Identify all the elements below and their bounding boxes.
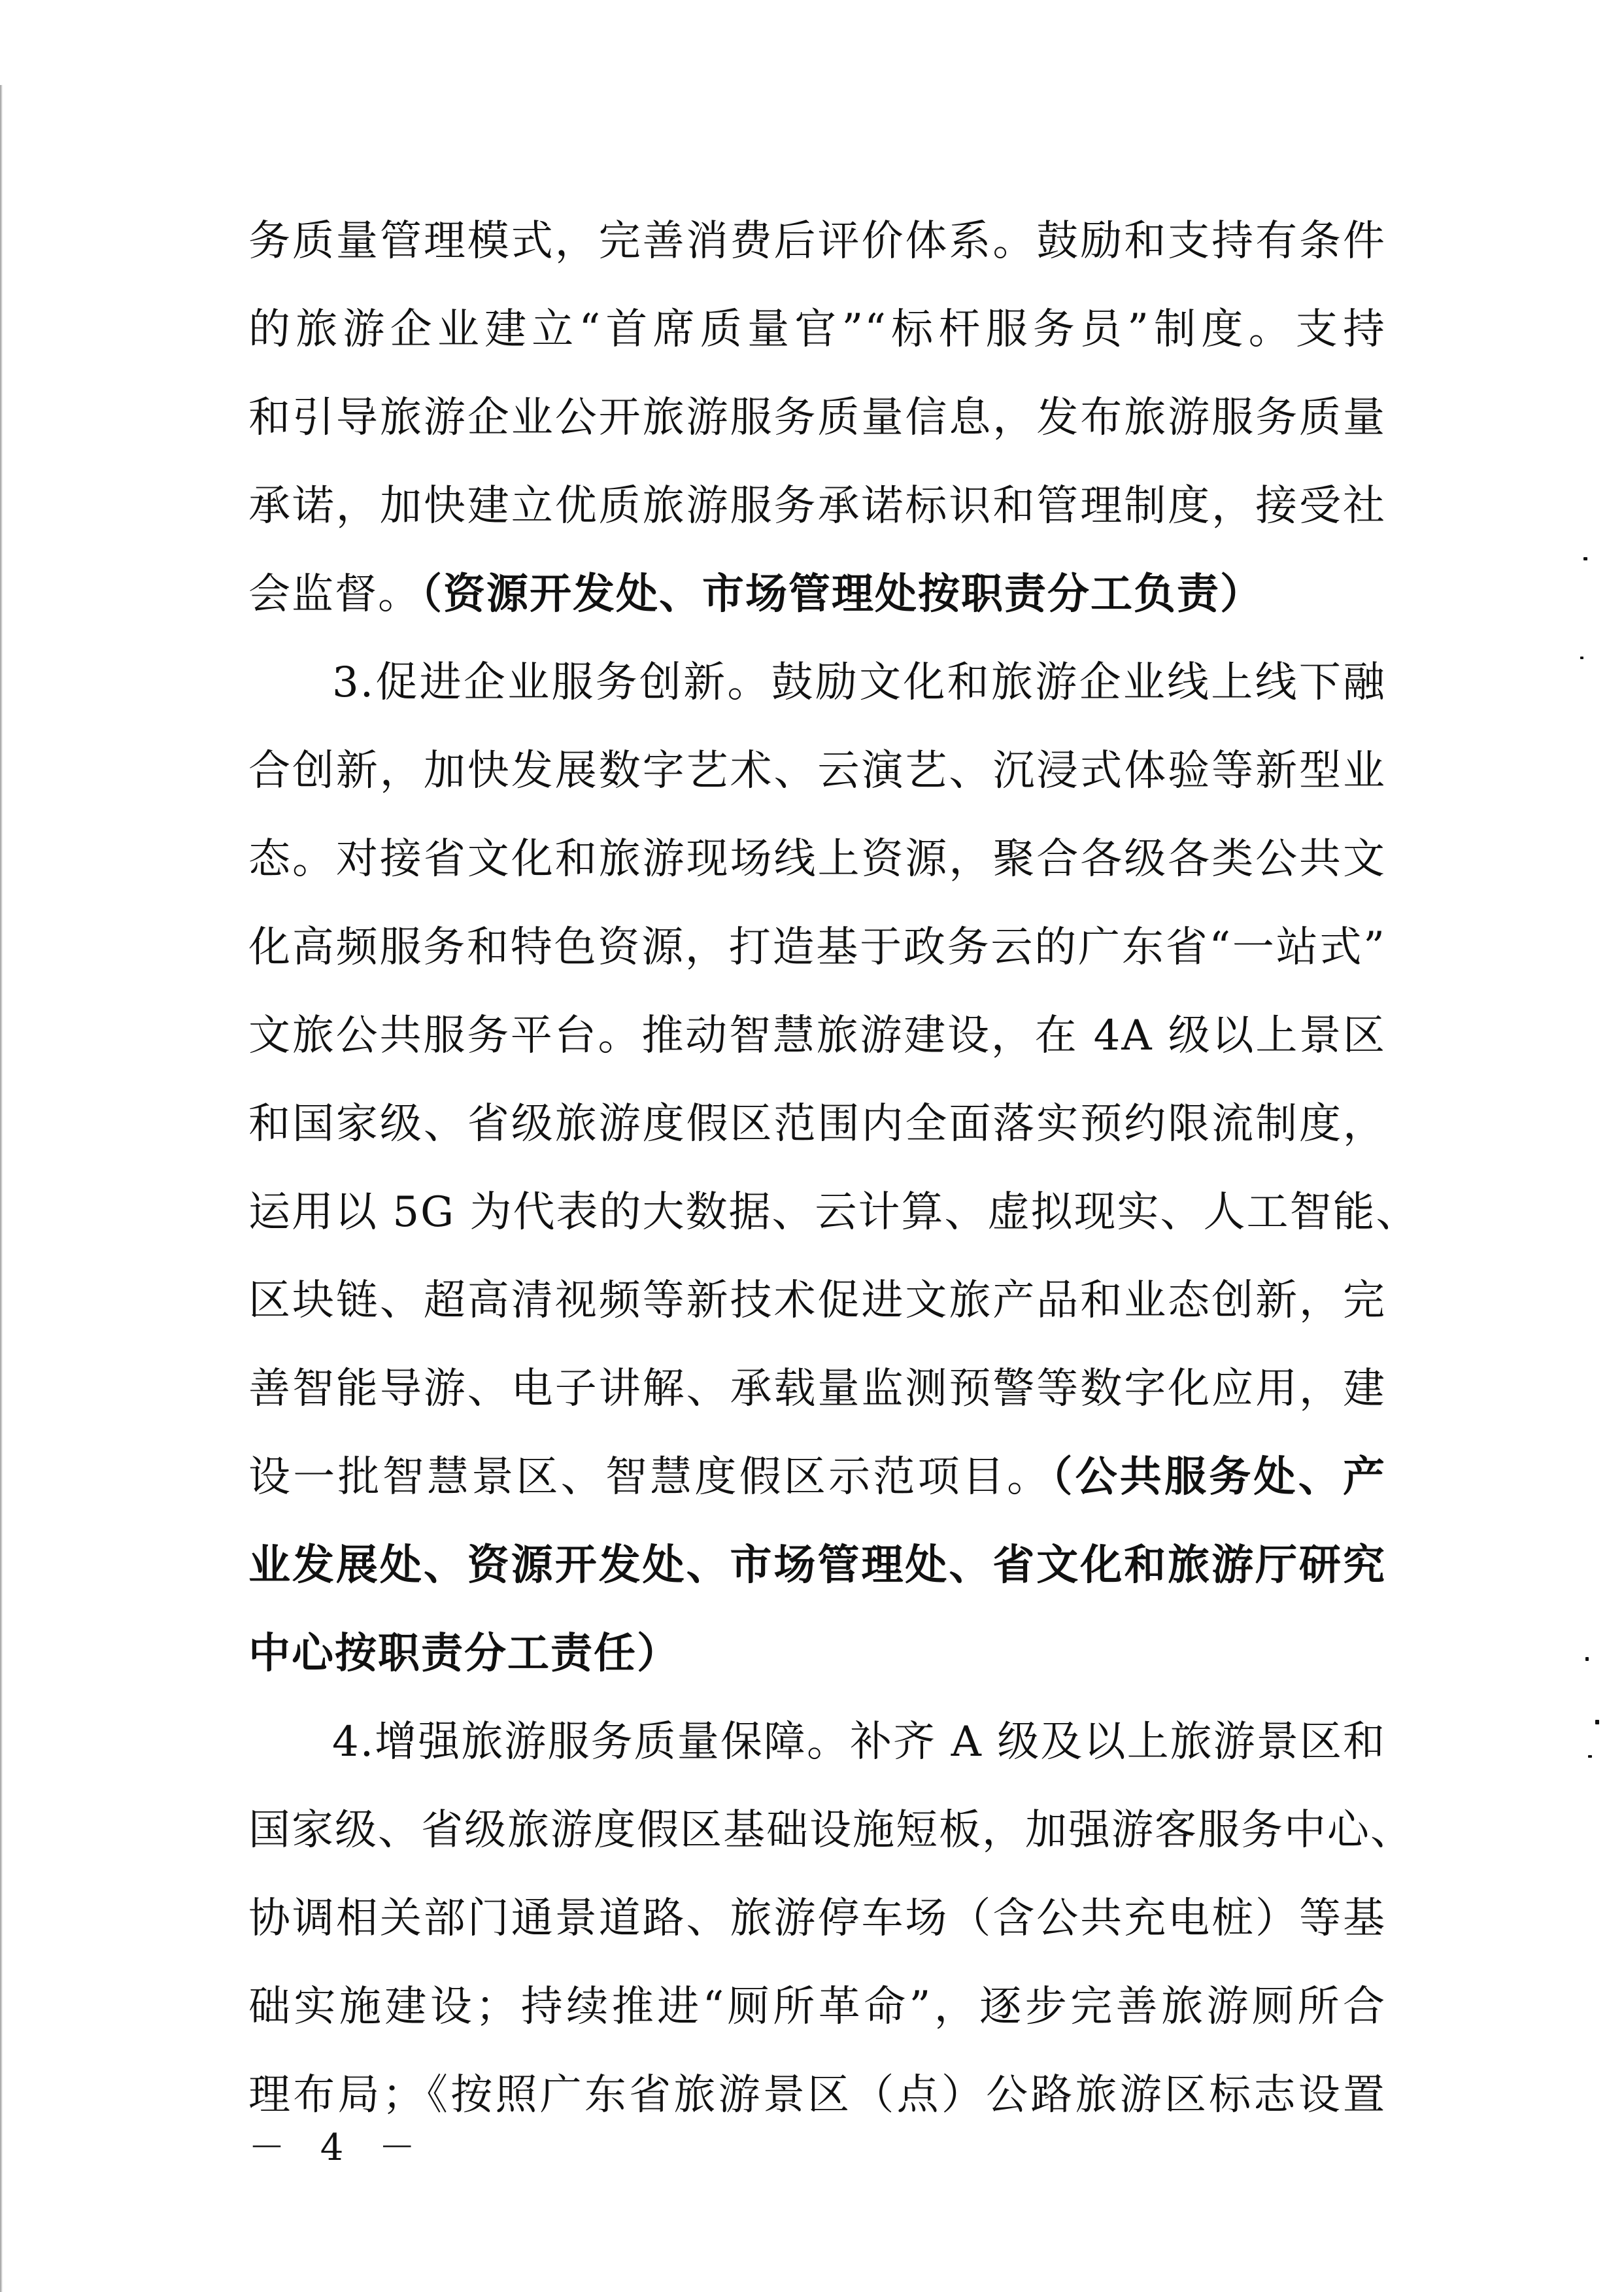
line-text: 4.增强旅游服务质量保障。补齐 A 级及以上旅游景区和 bbox=[332, 1718, 1386, 1766]
text-line bbox=[248, 1080, 1386, 1169]
line-text: 区块链、超高清视频等新技术促进文旅产品和业态创新，完 bbox=[248, 1276, 1386, 1325]
line-text: 务质量管理模式，完善消费后评价体系。鼓励和支持有条件 bbox=[248, 217, 1386, 265]
text-line bbox=[248, 1963, 1386, 2051]
responsible-departments: 业发展处、资源开发处、市场管理处、省文化和旅游厅研究 bbox=[248, 1541, 1386, 1590]
line-text: 协调相关部门通景道路、旅游停车场（含公共充电桩）等基 bbox=[248, 1894, 1386, 1943]
text-line bbox=[248, 1610, 1386, 1698]
scan-speck bbox=[1580, 657, 1583, 659]
text-line bbox=[248, 1345, 1386, 1433]
text-line bbox=[248, 1787, 1413, 1875]
line-text: 础实施建设；持续推进“厕所革命”，逐步完善旅游厕所合 bbox=[248, 1983, 1386, 2031]
text-line bbox=[248, 1433, 1386, 1522]
line-text: 善智能导游、电子讲解、承载量监测预警等数字化应用，建 bbox=[248, 1365, 1386, 1413]
line-text: 运用以 5G 为代表的大数据、云计算、虚拟现实、人工智能、 bbox=[248, 1188, 1419, 1237]
scan-speck bbox=[1595, 1720, 1599, 1724]
text-line bbox=[248, 1875, 1386, 1963]
line-text: 的旅游企业建立“首席质量官”“标杆服务员”制度。支持 bbox=[248, 305, 1386, 354]
scan-speck bbox=[1585, 1657, 1589, 1661]
line-text: 和引导旅游企业公开旅游服务质量信息，发布旅游服务质量 bbox=[248, 394, 1386, 442]
scan-speck bbox=[1588, 1755, 1592, 1758]
line-text: 化高频服务和特色资源，打造基于政务云的广东省“一站式” bbox=[248, 923, 1386, 972]
line-text: 设一批智慧景区、智慧度假区示范项目。 bbox=[248, 1453, 1052, 1501]
line-text: 态。对接省文化和旅游现场线上资源，聚合各级各类公共文 bbox=[248, 835, 1386, 883]
text-line bbox=[248, 374, 1386, 462]
responsible-departments: （公共服务处、产 bbox=[1051, 1453, 1387, 1501]
text-line bbox=[248, 904, 1386, 992]
text-line bbox=[248, 727, 1386, 815]
text-line bbox=[248, 551, 1386, 639]
line-text: 理布局；《按照广东省旅游景区（点）公路旅游区标志设置 bbox=[248, 2071, 1386, 2119]
text-line bbox=[248, 1522, 1386, 1610]
line-text: 和国家级、省级旅游度假区范围内全面落实预约限流制度， bbox=[248, 1100, 1386, 1148]
line-text: 国家级、省级旅游度假区基础设施短板，加强游客服务中心、 bbox=[248, 1806, 1413, 1855]
scan-left-edge bbox=[0, 85, 3, 2292]
responsible-departments: 中心按职责分工责任） bbox=[248, 1630, 680, 1678]
text-line bbox=[248, 197, 1386, 286]
document-body bbox=[248, 197, 1419, 2140]
scan-speck bbox=[1583, 557, 1587, 560]
line-text: 3.促进企业服务创新。鼓励文化和旅游企业线上线下融 bbox=[332, 659, 1386, 707]
text-line bbox=[248, 992, 1386, 1080]
responsible-departments: （资源开发处、市场管理处按职责分工负责） bbox=[421, 570, 1263, 619]
text-line bbox=[248, 462, 1386, 551]
text-line bbox=[248, 815, 1386, 904]
page-number: － 4 － bbox=[248, 2127, 428, 2169]
text-line bbox=[248, 1698, 1386, 1787]
text-line bbox=[248, 286, 1386, 374]
text-line bbox=[248, 639, 1386, 727]
line-text: 承诺，加快建立优质旅游服务承诺标识和管理制度，接受社 bbox=[248, 482, 1386, 530]
text-line bbox=[248, 1257, 1386, 1345]
line-text: 文旅公共服务平台。推动智慧旅游建设，在 4A 级以上景区 bbox=[248, 1012, 1386, 1060]
line-text: 会监督。 bbox=[248, 570, 421, 619]
text-line bbox=[248, 1169, 1419, 1257]
line-text: 合创新，加快发展数字艺术、云演艺、沉浸式体验等新型业 bbox=[248, 747, 1386, 795]
